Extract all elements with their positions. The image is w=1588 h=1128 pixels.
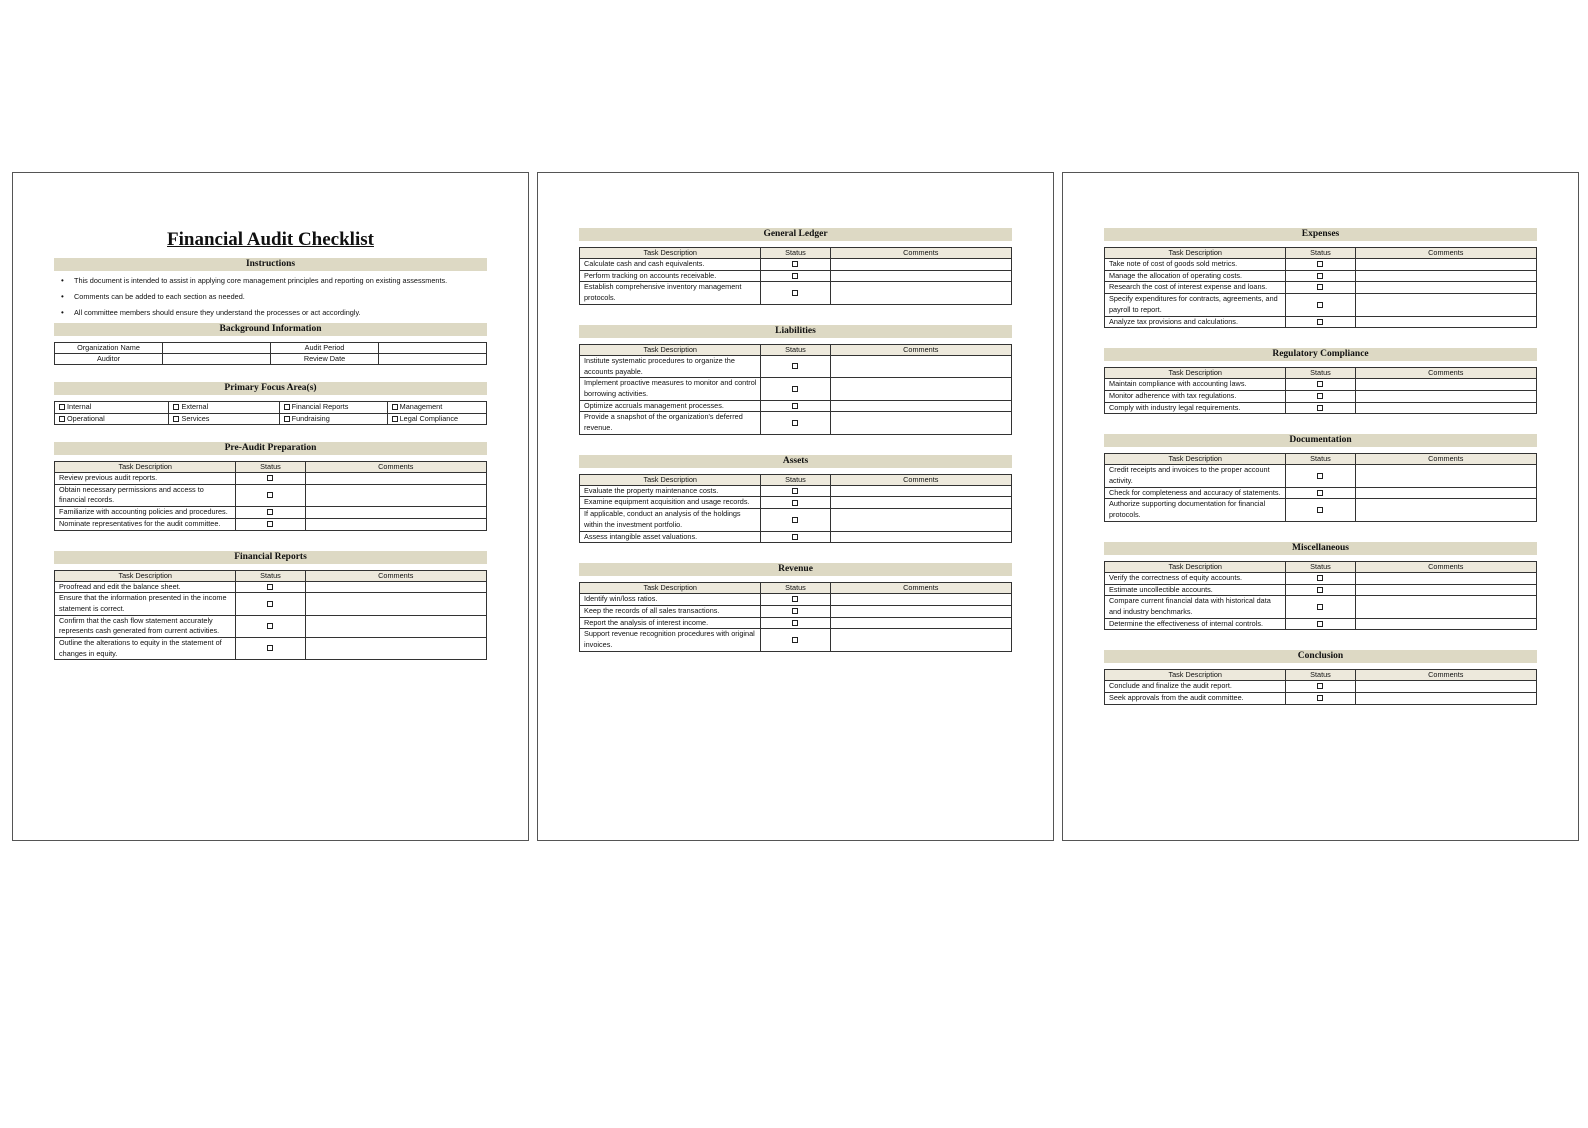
table-row <box>1105 572 1537 584</box>
status-cell[interactable] <box>236 581 305 593</box>
status-cell[interactable] <box>761 282 830 304</box>
documentation-header: Documentation <box>1104 434 1537 447</box>
comments-cell[interactable] <box>830 594 1011 606</box>
task-description-column-header: Task Description <box>580 474 761 485</box>
checkbox-icon[interactable] <box>792 290 798 296</box>
focus-option-financial-reports[interactable]: Financial Reports <box>279 402 387 414</box>
checkbox-icon[interactable] <box>792 534 798 540</box>
comments-cell[interactable] <box>1355 584 1536 596</box>
table-row <box>580 617 1012 629</box>
comments-cell[interactable] <box>305 507 486 519</box>
status-cell[interactable] <box>761 412 830 434</box>
comments-cell[interactable] <box>1355 693 1536 705</box>
checkbox-icon[interactable] <box>267 492 273 498</box>
status-cell[interactable] <box>236 473 305 485</box>
checkbox-icon[interactable] <box>1317 587 1323 593</box>
table-row <box>1105 465 1537 487</box>
comments-column-header: Comments <box>830 583 1011 594</box>
comments-cell[interactable] <box>1355 390 1536 402</box>
page-1-content <box>54 228 487 660</box>
focus-option-services[interactable]: Services <box>169 413 279 425</box>
checkbox-icon[interactable] <box>792 488 798 494</box>
liabilities-table <box>579 344 1012 435</box>
table-row <box>580 355 1012 377</box>
table-row <box>1105 596 1537 618</box>
checkbox-icon[interactable] <box>267 584 273 590</box>
assets-table <box>579 474 1012 544</box>
comments-cell[interactable] <box>305 593 486 615</box>
status-column-header: Status <box>236 570 305 581</box>
status-column-header: Status <box>761 248 830 259</box>
checkbox-icon[interactable] <box>792 403 798 409</box>
table-row <box>580 605 1012 617</box>
status-cell[interactable] <box>236 507 305 519</box>
task-description-cell: Comply with industry legal requirements. <box>1105 402 1286 414</box>
checkbox-icon[interactable] <box>267 645 273 651</box>
table-row <box>1105 259 1537 271</box>
status-cell[interactable] <box>1286 499 1355 521</box>
financial-reports-header: Financial Reports <box>54 551 487 564</box>
task-description-cell: Optimize accruals management processes. <box>580 400 761 412</box>
page-2-content <box>579 228 1012 652</box>
comments-cell[interactable] <box>830 282 1011 304</box>
status-cell[interactable] <box>236 615 305 637</box>
checkbox-icon[interactable] <box>59 404 65 410</box>
table-row <box>580 412 1012 434</box>
status-cell[interactable] <box>1286 465 1355 487</box>
instructions-list <box>54 275 487 318</box>
comments-cell[interactable] <box>1355 487 1536 499</box>
table-row <box>55 518 487 530</box>
table-row <box>1105 316 1537 328</box>
comments-cell[interactable] <box>1355 572 1536 584</box>
status-cell[interactable] <box>761 605 830 617</box>
task-description-cell: Seek approvals from the audit committee. <box>1105 693 1286 705</box>
task-description-cell: Calculate cash and cash equivalents. <box>580 259 761 271</box>
task-description-cell: Examine equipment acquisition and usage records. <box>580 497 761 509</box>
table-row <box>580 378 1012 400</box>
task-description-cell: Assess intangible asset valuations. <box>580 531 761 543</box>
revenue-header: Revenue <box>579 563 1012 576</box>
table-row <box>1105 681 1537 693</box>
table-row <box>1105 270 1537 282</box>
organization-name-field[interactable] <box>163 343 271 354</box>
task-description-cell: Determine the effectiveness of internal controls. <box>1105 618 1286 630</box>
checkbox-icon[interactable] <box>1317 473 1323 479</box>
table-row <box>55 581 487 593</box>
expenses-table <box>1104 247 1537 328</box>
task-description-cell: Familiarize with accounting policies and procedures. <box>55 507 236 519</box>
task-description-cell: Manage the allocation of operating costs. <box>1105 270 1286 282</box>
comments-cell[interactable] <box>305 615 486 637</box>
comments-cell[interactable] <box>830 412 1011 434</box>
status-cell[interactable] <box>1286 572 1355 584</box>
checkbox-icon[interactable] <box>1317 683 1323 689</box>
document-title: Financial Audit Checklist <box>167 229 374 250</box>
status-cell[interactable] <box>236 518 305 530</box>
status-cell[interactable] <box>761 531 830 543</box>
task-description-column-header: Task Description <box>55 462 236 473</box>
status-cell[interactable] <box>236 638 305 660</box>
checkbox-icon[interactable] <box>1317 621 1323 627</box>
task-description-cell: Institute systematic procedures to organize the accounts payable. <box>580 355 761 377</box>
status-column-header: Status <box>761 474 830 485</box>
table-row <box>1105 618 1537 630</box>
task-description-cell: Outline the alterations to equity in the statement of changes in equity. <box>55 638 236 660</box>
status-column-header: Status <box>1286 248 1355 259</box>
status-column-header: Status <box>1286 368 1355 379</box>
task-description-cell: If applicable, conduct an analysis of the holdings within the investment portfolio. <box>580 509 761 531</box>
status-cell[interactable] <box>236 484 305 506</box>
review-date-field[interactable] <box>379 354 487 365</box>
focus-option-management[interactable]: Management <box>387 402 486 414</box>
status-cell[interactable] <box>1286 402 1355 414</box>
table-row <box>580 270 1012 282</box>
comments-cell[interactable] <box>1355 259 1536 271</box>
comments-cell[interactable] <box>1355 499 1536 521</box>
task-description-cell: Confirm that the cash flow statement accurately represents cash generated from current activities. <box>55 615 236 637</box>
table-row <box>55 593 487 615</box>
comments-cell[interactable] <box>1355 282 1536 294</box>
checkbox-icon[interactable] <box>792 500 798 506</box>
focus-option-operational[interactable]: Operational <box>55 413 169 425</box>
status-column-header: Status <box>1286 454 1355 465</box>
organization-name-label: Organization Name <box>55 343 163 354</box>
task-description-cell: Verify the correctness of equity accounts. <box>1105 572 1286 584</box>
comments-cell[interactable] <box>830 497 1011 509</box>
task-description-column-header: Task Description <box>1105 454 1286 465</box>
table-row <box>55 484 487 506</box>
status-column-header: Status <box>236 462 305 473</box>
table-row <box>1105 390 1537 402</box>
checkbox-icon[interactable] <box>792 363 798 369</box>
checkbox-icon[interactable] <box>1317 405 1323 411</box>
task-description-column-header: Task Description <box>1105 561 1286 572</box>
comments-cell[interactable] <box>830 617 1011 629</box>
table-row <box>1105 282 1537 294</box>
comments-cell[interactable] <box>830 270 1011 282</box>
checkbox-icon[interactable] <box>267 521 273 527</box>
status-cell[interactable] <box>1286 693 1355 705</box>
task-description-column-header: Task Description <box>1105 670 1286 681</box>
task-description-cell: Report the analysis of interest income. <box>580 617 761 629</box>
status-cell[interactable] <box>1286 390 1355 402</box>
checkbox-icon[interactable] <box>392 404 398 410</box>
task-description-cell: Keep the records of all sales transactions. <box>580 605 761 617</box>
documentation-table <box>1104 453 1537 522</box>
status-cell[interactable] <box>236 593 305 615</box>
checkbox-icon[interactable] <box>792 386 798 392</box>
comments-cell[interactable] <box>305 581 486 593</box>
checkbox-icon[interactable] <box>792 620 798 626</box>
table-row <box>580 509 1012 531</box>
comments-cell[interactable] <box>830 355 1011 377</box>
table-row <box>1105 487 1537 499</box>
comments-cell[interactable] <box>305 473 486 485</box>
table-row <box>1105 402 1537 414</box>
review-date-label: Review Date <box>271 354 379 365</box>
instructions-header: Instructions <box>54 258 487 271</box>
table-row <box>580 629 1012 651</box>
task-description-cell: Monitor adherence with tax regulations. <box>1105 390 1286 402</box>
table-row <box>580 485 1012 497</box>
task-description-cell: Estimate uncollectible accounts. <box>1105 584 1286 596</box>
status-cell[interactable] <box>1286 282 1355 294</box>
task-description-cell: Establish comprehensive inventory management protocols. <box>580 282 761 304</box>
comments-cell[interactable] <box>830 509 1011 531</box>
status-cell[interactable] <box>1286 487 1355 499</box>
checkbox-icon[interactable] <box>59 416 65 422</box>
checkbox-icon[interactable] <box>1317 393 1323 399</box>
general-ledger-header: General Ledger <box>579 228 1012 241</box>
status-cell[interactable] <box>761 400 830 412</box>
comments-column-header: Comments <box>1355 454 1536 465</box>
status-cell[interactable] <box>761 355 830 377</box>
comments-cell[interactable] <box>830 605 1011 617</box>
comments-cell[interactable] <box>830 485 1011 497</box>
checkbox-icon[interactable] <box>173 416 179 422</box>
task-description-cell: Provide a snapshot of the organization's deferred revenue. <box>580 412 761 434</box>
task-description-column-header: Task Description <box>580 344 761 355</box>
checkbox-icon[interactable] <box>284 404 290 410</box>
auditor-field[interactable] <box>163 354 271 365</box>
task-description-cell: Nominate representatives for the audit committee. <box>55 518 236 530</box>
expenses-header: Expenses <box>1104 228 1537 241</box>
checkbox-icon[interactable] <box>1317 381 1323 387</box>
status-cell[interactable] <box>761 378 830 400</box>
table-row <box>580 282 1012 304</box>
task-description-cell: Check for completeness and accuracy of statements. <box>1105 487 1286 499</box>
comments-cell[interactable] <box>830 629 1011 651</box>
pre-audit-header: Pre-Audit Preparation <box>54 442 487 455</box>
status-cell[interactable] <box>761 270 830 282</box>
task-description-column-header: Task Description <box>580 248 761 259</box>
instruction-item: • Comments can be added to each section as needed. <box>74 291 487 302</box>
task-description-cell: Evaluate the property maintenance costs. <box>580 485 761 497</box>
checkbox-icon[interactable] <box>267 475 273 481</box>
background-header: Background Information <box>54 323 487 336</box>
status-cell[interactable] <box>1286 584 1355 596</box>
status-cell[interactable] <box>761 497 830 509</box>
task-description-cell: Ensure that the information presented in the income statement is correct. <box>55 593 236 615</box>
focus-option-legal-compliance[interactable]: Legal Compliance <box>387 413 486 425</box>
table-row <box>1105 379 1537 391</box>
table-row <box>580 594 1012 606</box>
checkbox-icon[interactable] <box>1317 695 1323 701</box>
status-cell[interactable] <box>761 629 830 651</box>
checkbox-icon[interactable] <box>1317 319 1323 325</box>
table-row <box>55 507 487 519</box>
checkbox-icon[interactable] <box>792 261 798 267</box>
task-description-column-header: Task Description <box>55 570 236 581</box>
status-column-header: Status <box>1286 670 1355 681</box>
checkbox-icon[interactable] <box>1317 284 1323 290</box>
document-page-2 <box>537 172 1054 841</box>
task-description-cell: Research the cost of interest expense and loans. <box>1105 282 1286 294</box>
comments-cell[interactable] <box>305 638 486 660</box>
task-description-cell: Proofread and edit the balance sheet. <box>55 581 236 593</box>
task-description-cell: Implement proactive measures to monitor and control borrowing activities. <box>580 378 761 400</box>
instruction-item: • All committee members should ensure they understand the processes or act accordingly. <box>74 307 487 318</box>
document-page-1 <box>12 172 529 841</box>
comments-cell[interactable] <box>1355 402 1536 414</box>
comments-cell[interactable] <box>1355 596 1536 618</box>
status-column-header: Status <box>761 344 830 355</box>
comments-column-header: Comments <box>305 462 486 473</box>
checkbox-icon[interactable] <box>284 416 290 422</box>
task-description-column-header: Task Description <box>580 583 761 594</box>
comments-cell[interactable] <box>830 531 1011 543</box>
checkbox-icon[interactable] <box>1317 273 1323 279</box>
audit-period-field[interactable] <box>379 343 487 354</box>
table-row <box>1105 693 1537 705</box>
checkbox-icon[interactable] <box>267 623 273 629</box>
comments-column-header: Comments <box>1355 248 1536 259</box>
regulatory-compliance-table <box>1104 367 1537 414</box>
status-cell[interactable] <box>761 509 830 531</box>
checkbox-icon[interactable] <box>267 509 273 515</box>
focus-area-table <box>54 401 487 425</box>
instruction-item: • This document is intended to assist in applying core management principles and reporting on existing assessments. <box>74 275 487 286</box>
table-row <box>580 497 1012 509</box>
checkbox-icon[interactable] <box>1317 490 1323 496</box>
checkbox-icon[interactable] <box>1317 302 1323 308</box>
general-ledger-table <box>579 247 1012 305</box>
focus-option-fundraising[interactable]: Fundraising <box>279 413 387 425</box>
task-description-cell: Credit receipts and invoices to the proper account activity. <box>1105 465 1286 487</box>
checkbox-icon[interactable] <box>792 608 798 614</box>
comments-cell[interactable] <box>830 400 1011 412</box>
table-row <box>1105 499 1537 521</box>
table-row <box>580 400 1012 412</box>
task-description-cell: Analyze tax provisions and calculations. <box>1105 316 1286 328</box>
miscellaneous-table <box>1104 561 1537 631</box>
pre-audit-table <box>54 461 487 531</box>
table-row <box>580 531 1012 543</box>
comments-column-header: Comments <box>830 344 1011 355</box>
task-description-cell: Review previous audit reports. <box>55 473 236 485</box>
comments-cell[interactable] <box>305 484 486 506</box>
task-description-cell: Take note of cost of goods sold metrics. <box>1105 259 1286 271</box>
comments-column-header: Comments <box>1355 561 1536 572</box>
status-column-header: Status <box>1286 561 1355 572</box>
checkbox-icon[interactable] <box>792 596 798 602</box>
checkbox-icon[interactable] <box>1317 507 1323 513</box>
checkbox-icon[interactable] <box>792 420 798 426</box>
revenue-table <box>579 582 1012 652</box>
task-description-cell: Perform tracking on accounts receivable. <box>580 270 761 282</box>
table-row <box>1105 584 1537 596</box>
table-row <box>55 638 487 660</box>
comments-cell[interactable] <box>305 518 486 530</box>
task-description-cell: Maintain compliance with accounting laws. <box>1105 379 1286 391</box>
status-cell[interactable] <box>1286 618 1355 630</box>
miscellaneous-header: Miscellaneous <box>1104 542 1537 555</box>
task-description-column-header: Task Description <box>1105 368 1286 379</box>
checkbox-icon[interactable] <box>173 404 179 410</box>
comments-cell[interactable] <box>1355 465 1536 487</box>
comments-column-header: Comments <box>830 248 1011 259</box>
focus-area-header: Primary Focus Area(s) <box>54 382 487 395</box>
status-cell[interactable] <box>761 485 830 497</box>
auditor-label: Auditor <box>55 354 163 365</box>
comments-cell[interactable] <box>1355 294 1536 316</box>
regulatory-compliance-header: Regulatory Compliance <box>1104 348 1537 361</box>
comments-column-header: Comments <box>1355 368 1536 379</box>
status-cell[interactable] <box>1286 259 1355 271</box>
task-description-cell: Authorize supporting documentation for financial protocols. <box>1105 499 1286 521</box>
assets-header: Assets <box>579 455 1012 468</box>
comments-cell[interactable] <box>1355 618 1536 630</box>
checkbox-icon[interactable] <box>1317 261 1323 267</box>
task-description-cell: Conclude and finalize the audit report. <box>1105 681 1286 693</box>
focus-option-internal[interactable]: Internal <box>55 402 169 414</box>
checkbox-icon[interactable] <box>1317 575 1323 581</box>
status-cell[interactable] <box>1286 379 1355 391</box>
page-3-content <box>1104 228 1537 705</box>
table-row <box>55 615 487 637</box>
table-row <box>580 259 1012 271</box>
audit-period-label: Audit Period <box>271 343 379 354</box>
comments-column-header: Comments <box>830 474 1011 485</box>
task-description-cell: Specify expenditures for contracts, agreements, and payroll to report. <box>1105 294 1286 316</box>
task-description-cell: Obtain necessary permissions and access to financial records. <box>55 484 236 506</box>
comments-cell[interactable] <box>830 259 1011 271</box>
comments-cell[interactable] <box>1355 316 1536 328</box>
focus-option-external[interactable]: External <box>169 402 279 414</box>
task-description-cell: Identify win/loss ratios. <box>580 594 761 606</box>
conclusion-table <box>1104 669 1537 704</box>
status-column-header: Status <box>761 583 830 594</box>
task-description-column-header: Task Description <box>1105 248 1286 259</box>
status-cell[interactable] <box>761 259 830 271</box>
background-info-table <box>54 342 487 365</box>
comments-cell[interactable] <box>1355 681 1536 693</box>
status-cell[interactable] <box>1286 294 1355 316</box>
status-cell[interactable] <box>1286 681 1355 693</box>
document-page-3 <box>1062 172 1579 841</box>
status-cell[interactable] <box>1286 270 1355 282</box>
status-cell[interactable] <box>1286 316 1355 328</box>
comments-column-header: Comments <box>305 570 486 581</box>
checkbox-icon[interactable] <box>792 517 798 523</box>
status-cell[interactable] <box>761 594 830 606</box>
table-row <box>1105 294 1537 316</box>
table-row <box>55 473 487 485</box>
checkbox-icon[interactable] <box>1317 604 1323 610</box>
status-cell[interactable] <box>1286 596 1355 618</box>
comments-cell[interactable] <box>1355 379 1536 391</box>
task-description-cell: Compare current financial data with historical data and industry benchmarks. <box>1105 596 1286 618</box>
financial-reports-table <box>54 570 487 661</box>
checkbox-icon[interactable] <box>792 637 798 643</box>
status-cell[interactable] <box>761 617 830 629</box>
conclusion-header: Conclusion <box>1104 650 1537 663</box>
liabilities-header: Liabilities <box>579 325 1012 338</box>
checkbox-icon[interactable] <box>792 273 798 279</box>
comments-cell[interactable] <box>830 378 1011 400</box>
checkbox-icon[interactable] <box>392 416 398 422</box>
comments-cell[interactable] <box>1355 270 1536 282</box>
comments-column-header: Comments <box>1355 670 1536 681</box>
checkbox-icon[interactable] <box>267 601 273 607</box>
task-description-cell: Support revenue recognition procedures with original invoices. <box>580 629 761 651</box>
